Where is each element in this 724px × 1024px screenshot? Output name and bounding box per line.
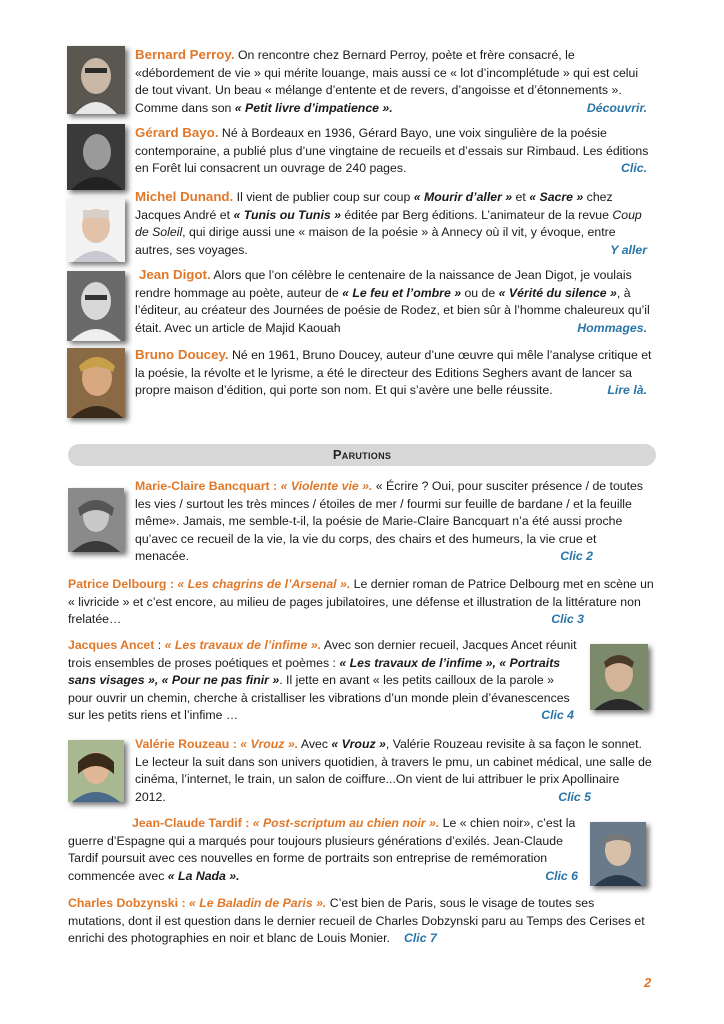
author-name: Michel Dunand.	[135, 189, 234, 204]
section-header-parutions	[68, 444, 656, 466]
author-name: Jean Digot.	[139, 267, 211, 282]
portrait-marie-claire-bancquart	[68, 488, 124, 552]
link-clic-3[interactable]: Clic 3	[551, 612, 584, 627]
link-clic-7[interactable]: Clic 7	[403, 931, 437, 946]
parution-title: « Post-scriptum au chien noir ».	[252, 816, 440, 830]
parution-title: « Les chagrins de l’Arsenal ».	[177, 577, 351, 591]
author-name: Bruno Doucey.	[135, 347, 229, 362]
entry-michel-dunand: Michel Dunand. Il vient de publier coup sur coup « Mourir d’aller » et « Sacre » chez Jacques André et « Tunis ou Tunis » éditée par Berg éditions. L’animateur de la revue Coup de Soleil, qui dirige aussi une « maison de la poésie » à Annecy où il vit, y évoque, entre autres, ses voyages. Y aller	[135, 188, 653, 259]
portrait-jean-claude-tardif	[590, 822, 646, 886]
link-clic-4[interactable]: Clic 4	[541, 708, 574, 723]
entry-jean-digot: Jean Digot. Alors que l’on célèbre le centenaire de la naissance de Jean Digot, je voulais rendre hommage au poète, auteur de « Le feu et l’ombre » ou de « Vérité du silence », à l’éditeur, au créateur des Journées de poésie de Rodez, et bien sûr à l’homme chaleureux qu’il était. Avec un article de Majid Kaouah Hommages.	[135, 266, 653, 337]
parution-dobzynski: Charles Dobzynski : « Le Baladin de Paris ». C’est bien de Paris, sous le visage de toutes ses mutations, dont il est question dans le dernier recueil de Charles Dobzynski paru au Temps des Cerises et enrichi des photographies en noir et blanc de Louis Monier. Clic 7	[68, 896, 645, 946]
portrait-valerie-rouzeau	[68, 740, 124, 802]
link-y-aller[interactable]: Y aller	[610, 242, 647, 257]
entry-gerard-bayo: Gérard Bayo. Né à Bordeaux en 1936, Gérard Bayo, une voix singulière de la poésie contemporaine, a publié plus d’une vingtaine de recueils et d’essais sur Rimbaud. Les éditions en Forêt lui consacrent un ouvrage de 240 pages. Clic.	[135, 124, 653, 178]
portrait-jean-digot	[67, 271, 125, 341]
parution-delbourg: Patrice Delbourg : « Les chagrins de l’Arsenal ». Le dernier roman de Patrice Delbourg met en scène un « livricide » et c’est encore, au milieu de pages jubilatoires, une défense et illustration de la littérature non frelatée… Clic 3	[68, 576, 654, 629]
portrait-bruno-doucey	[67, 348, 125, 418]
link-lire-la[interactable]: Lire là.	[607, 383, 647, 398]
parution-bancquart: Marie-Claire Bancquart : « Violente vie ». « Écrire ? Oui, pour susciter présence / de toutes les vies / surtout les très minces / étoiles de mer / fourmi sur feuille de bardane / et la feuille même». Jamais, me semble-t-il, la poésie de Marie-Claire Bancquart n’a été aussi proche qu’avec ce recueil de la vie, la vie du corps, des chairs et des humeurs, la vie crue et menacée. Clic 2	[135, 478, 653, 566]
portrait-michel-dunand	[67, 198, 125, 262]
parution-author: Jacques Ancet	[68, 638, 155, 652]
portrait-bernard-perroy	[67, 46, 125, 114]
parution-title: « Violente vie ».	[280, 479, 373, 493]
section-title: Parutions	[332, 447, 392, 462]
parution-author: Marie-Claire Bancquart :	[135, 479, 281, 493]
link-clic-2[interactable]: Clic 2	[560, 549, 593, 564]
link-clic[interactable]: Clic.	[621, 161, 647, 176]
parution-title: « Les travaux de l’infime ».	[164, 638, 322, 652]
parution-ancet: Jacques Ancet : « Les travaux de l’infime ». Avec son dernier recueil, Jacques Ancet réunit trois ensembles de proses poétiques et poèmes : « Les travaux de l’infime », « Portraits sans visages », « Pour ne pas finir ». Il jette en avant « les petits cailloux de la parole » pour ouvrir un chemin, cherche à cristalliser les vibrations d’un monde plein d’évanescences sur les petits riens et l’infime … Clic 4	[68, 637, 580, 725]
author-name: Bernard Perroy.	[135, 47, 235, 62]
entry-bernard-perroy: Bernard Perroy. On rencontre chez Bernard Perroy, poète et frère consacré, le «débordement de vie » qui mérite louange, mais aussi ce « lot d’incomplétude » qui est celui de tout vivant. Un beau « mélange d’entente et de revers, d’angoisse et d’étonnements ». Comme dans son « Petit livre d’impatience ». Découvrir.	[135, 46, 653, 117]
link-clic-5[interactable]: Clic 5	[558, 789, 591, 804]
parution-author: Patrice Delbourg :	[68, 577, 178, 591]
parution-title: « Le Baladin de Paris ».	[188, 896, 327, 910]
parution-author: Valérie Rouzeau :	[135, 737, 241, 751]
parution-rouzeau: Valérie Rouzeau : « Vrouz ». Avec « Vrouz », Valérie Rouzeau revisite à sa façon le sonnet. Le lecteur la suit dans son univers quotidien, à travers le pmu, un cabinet médical, une salle de cinéma, l’internet, le train, un salon de coiffure...On vient de lui attribuer le prix Apollinaire 2012. Clic 5	[135, 736, 653, 806]
parution-tardif: Jean-Claude Tardif : « Post-scriptum au chien noir ». Le « chien noir», c’est la guerre d’Espagne qui a marqués pour toujours plusieurs générations d’exilés. Jean-Claude Tardif poursuit avec ces nouvelles en forme de portraits son entreprise de remémoration commencée avec « La Nada ». Clic 6	[68, 815, 580, 885]
parution-author: Jean-Claude Tardif :	[132, 816, 253, 830]
portrait-gerard-bayo	[67, 124, 125, 190]
author-name: Gérard Bayo.	[135, 125, 219, 140]
page-number: 2	[644, 975, 652, 990]
link-decouvrir[interactable]: Découvrir.	[586, 100, 647, 115]
portrait-jacques-ancet	[590, 644, 648, 710]
parution-author: Charles Dobzynski :	[68, 896, 189, 910]
link-hommages[interactable]: Hommages.	[577, 320, 647, 335]
link-clic-6[interactable]: Clic 6	[545, 868, 578, 883]
entry-bruno-doucey: Bruno Doucey. Né en 1961, Bruno Doucey, auteur d’une œuvre qui mêle l’analyse critique et la poésie, la révolte et le lyrisme, a été le directeur des Editions Seghers avant de lancer sa propre maison d’édition, qui porte son nom. Et qui s’avère une belle réussite. Lire là.	[135, 346, 653, 400]
parution-title: « Vrouz ».	[240, 737, 299, 751]
